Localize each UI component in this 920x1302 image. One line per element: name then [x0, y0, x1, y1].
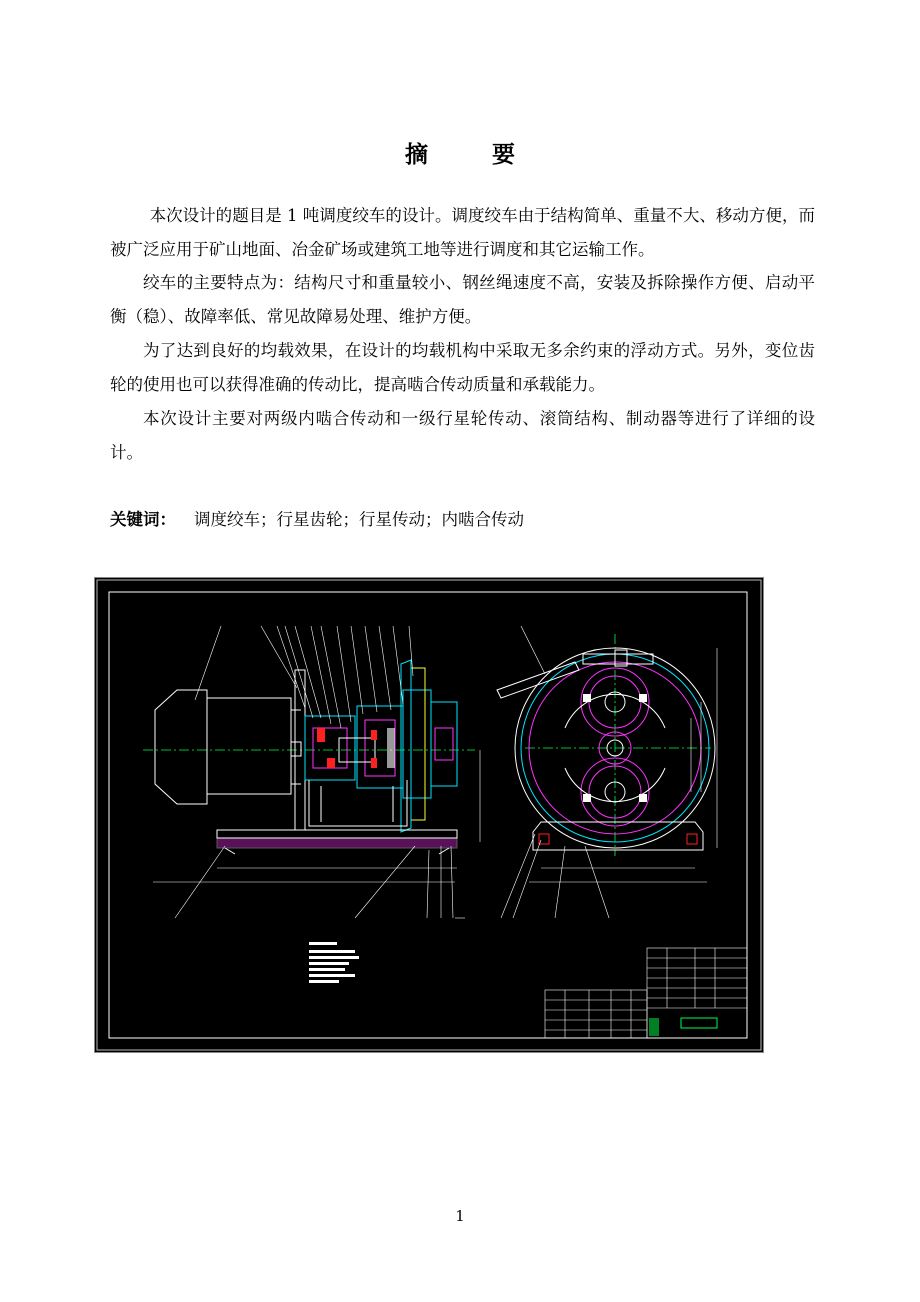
keywords-line: [110, 506, 524, 530]
abstract-paragraph-2: 绞车的主要特点为：结构尺寸和重量较小、钢丝绳速度不高，安装及拆除操作方便、启动平衡（稳）、故障率低、常见故障易处理、维护方便。: [110, 273, 815, 326]
abstract-paragraph-3: 为了达到良好的均载效果，在设计的均载机构中采取无多余约束的浮动方式。另外，变位齿轮的使用也可以获得准确的传动比，提高啮合传动质量和承载能力。: [110, 341, 815, 394]
abstract-paragraph-4: 本次设计主要对两级内啮合传动和一级行星轮传动、滚筒结构、制动器等进行了详细的设计。: [110, 409, 815, 462]
page-title: 摘 要: [404, 142, 543, 168]
abstract-paragraph-1: 本次设计的题目是 1 吨调度绞车的设计。调度绞车由于结构简单、重量不大、移动方便，而被广泛应用于矿山地面、冶金矿场或建筑工地等进行调度和其它运输工作。: [110, 206, 815, 259]
keywords-text: 调度绞车；行星齿轮；行星传动；内啮合传动: [194, 510, 524, 529]
winch-assembly-drawing: [95, 578, 763, 1052]
keywords-label: 关键词：: [110, 510, 176, 529]
page-number: 1: [455, 1207, 465, 1225]
